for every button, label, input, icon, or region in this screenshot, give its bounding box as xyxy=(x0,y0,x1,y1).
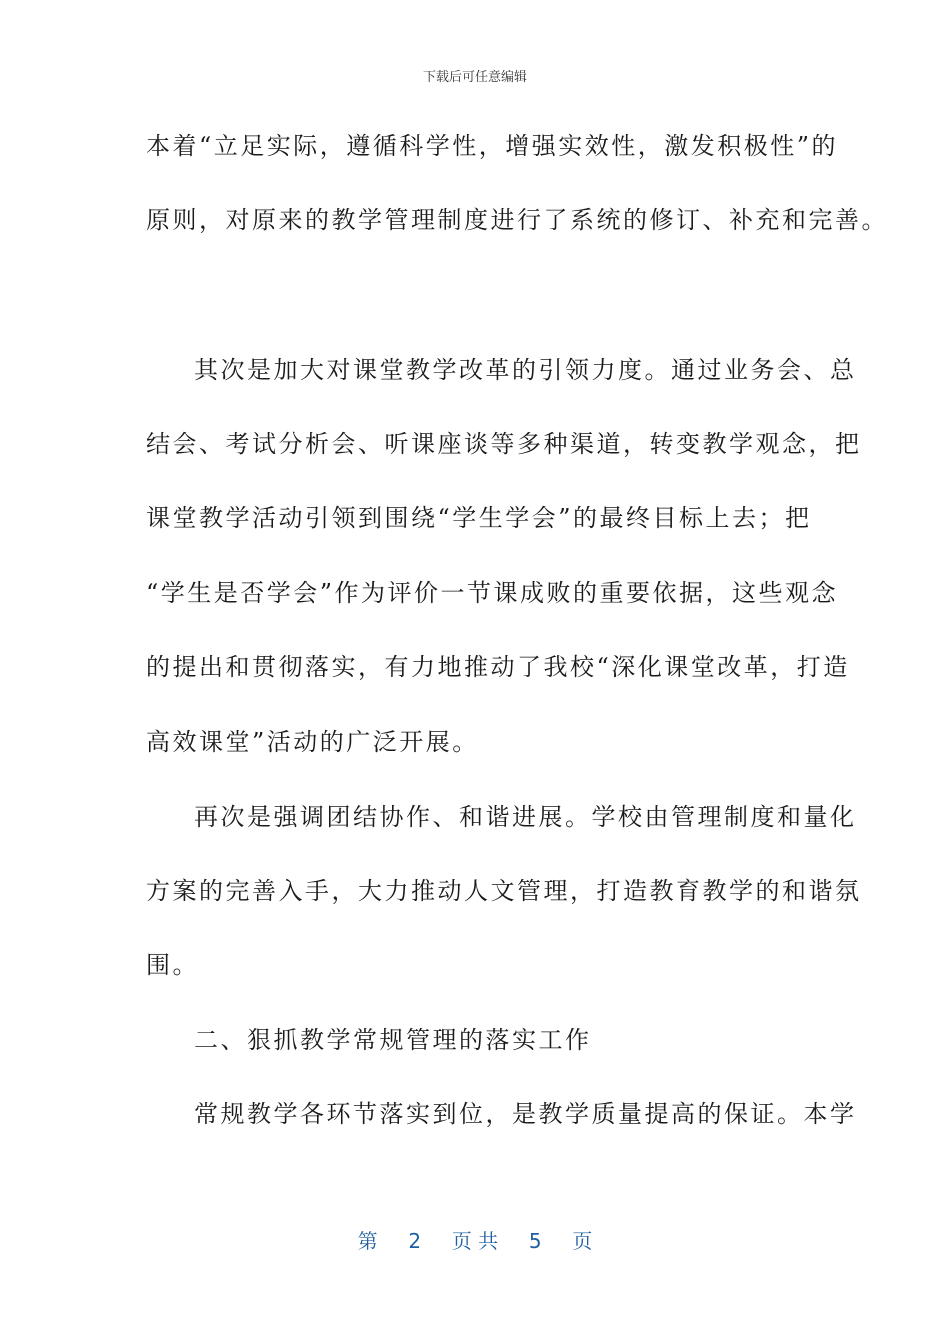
footer-label-end: 页 xyxy=(572,1229,593,1253)
paragraph-line: 结会、考试分析会、听课座谈等多种渠道，转变教学观念，把 xyxy=(146,430,862,458)
paragraph-line: “学生是否学会”作为评价一节课成败的重要依据，这些观念 xyxy=(146,579,839,607)
page-header: 下载后可任意编辑 xyxy=(422,70,527,85)
paragraph-line: 常规教学各环节落实到位，是教学质量提高的保证。本学 xyxy=(194,1100,857,1128)
section-heading: 二、狠抓教学常规管理的落实工作 xyxy=(194,1026,592,1054)
paragraph-line: 再次是强调团结协作、和谐进展。学校由管理制度和量化 xyxy=(194,803,857,831)
paragraph-line: 的提出和贯彻落实，有力地推动了我校“深化课堂改革，打造 xyxy=(146,653,850,681)
page-footer xyxy=(0,1225,950,1254)
footer-label-of: 页 共 xyxy=(451,1229,499,1253)
paragraph-line: 本着“立足实际，遵循科学性，增强实效性，激发积极性”的 xyxy=(146,132,839,160)
paragraph-line: 原则，对原来的教学管理制度进行了系统的修订、补充和完善。 xyxy=(146,206,888,234)
paragraph-line: 课堂教学活动引领到围绕“学生学会”的最终目标上去；把 xyxy=(146,504,812,532)
total-page-number: 5 xyxy=(528,1229,542,1253)
paragraph-line: 方案的完善入手，大力推动人文管理，打造教育教学的和谐氛 xyxy=(146,877,862,905)
footer-label-page: 第 xyxy=(357,1229,378,1253)
paragraph-line: 其次是加大对课堂教学改革的引领力度。通过业务会、总 xyxy=(194,356,857,384)
paragraph-line: 高效课堂”活动的广泛开展。 xyxy=(146,728,479,756)
paragraph-line: 围。 xyxy=(146,951,199,979)
current-page-number: 2 xyxy=(408,1229,422,1253)
